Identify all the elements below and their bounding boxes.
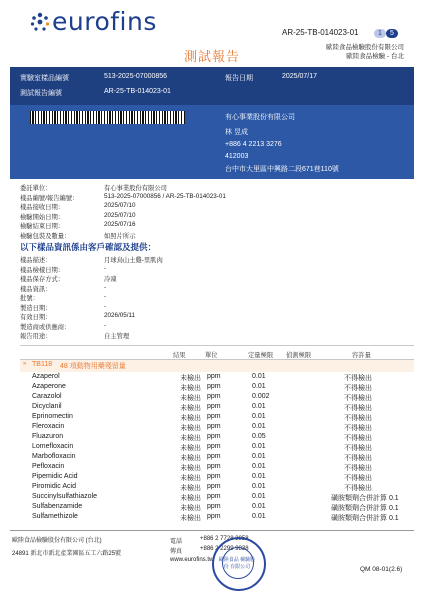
sample-value: 自主管理: [104, 333, 130, 340]
info-label: 檢驗結束日期：: [20, 223, 65, 230]
table-row: [0, 403, 424, 414]
analyte-spec: 不得檢出: [344, 425, 372, 432]
analyte-limit: 0.01: [252, 403, 266, 410]
analyte-result: 未檢出: [180, 505, 201, 512]
sample-value: -: [104, 302, 107, 310]
table-row: [0, 433, 424, 444]
sample-value: 月球烏山土雞-里肌肉: [104, 257, 163, 264]
analyte-limit: 0.01: [252, 423, 266, 430]
sample-label: 樣品保存方式：: [20, 276, 65, 283]
analyte-name: Succinylsulfathiazole: [32, 493, 97, 500]
sample-label: 報告用途：: [20, 333, 52, 340]
sample-code-label: 實驗室樣品編號: [20, 75, 69, 82]
analyte-name: Carazolol: [32, 393, 62, 400]
analyte-result: 未檢出: [180, 475, 201, 482]
page-total: 5: [386, 29, 398, 38]
table-row: [0, 493, 424, 504]
analyte-limit: 0.01: [252, 493, 266, 500]
analyte-unit: ppm: [207, 513, 221, 520]
info-label: 委託單位：: [20, 185, 52, 192]
report-title: 測試報告: [183, 49, 240, 64]
report-date: 2025/07/17: [282, 73, 318, 80]
analyte-spec: 不得檢出: [344, 485, 372, 492]
info-label: 樣品編號/報告編號：: [20, 194, 79, 202]
analyte-name: Sulfamethizole: [32, 513, 78, 520]
analyte-unit: ppm: [207, 473, 221, 480]
analyte-unit: ppm: [207, 463, 221, 470]
analyte-unit: ppm: [207, 503, 221, 510]
page-current: 1: [374, 29, 386, 38]
analyte-limit: 0.002: [252, 393, 270, 400]
analyte-name: Pipemidic Acid: [32, 473, 78, 480]
bullet-icon: »: [23, 361, 27, 367]
analyte-result: 未檢出: [180, 385, 201, 392]
info-value: 有心事業股份有限公司: [104, 185, 167, 192]
sample-label: 樣品檢樣日期：: [20, 266, 65, 274]
col-header-result: 結果: [173, 352, 186, 359]
table-row: [0, 453, 424, 464]
client-address: 台中市大里區中興路二段671巷110號: [225, 166, 339, 173]
sample-value: -: [104, 264, 107, 272]
info-value: 如照片所示: [104, 232, 136, 240]
table-row: [0, 373, 424, 384]
seal-text: 歐陸食品 檢驗股份 有限公司: [218, 557, 256, 570]
analyte-spec: 不得檢出: [344, 395, 372, 402]
footer-address: 24891 新北市新北產業園區五工六路25號: [12, 551, 122, 557]
analyte-unit: ppm: [207, 483, 221, 490]
analyte-name: Dicyclanil: [32, 403, 62, 410]
analyte-name: Azaperol: [32, 373, 60, 380]
report-code: AR-25-TB-014023-01: [104, 88, 171, 95]
client-phone: +886 4 2213 3276: [225, 141, 282, 148]
table-row: [0, 503, 424, 514]
info-value: 2025/07/10: [104, 211, 136, 219]
sample-value: -: [104, 321, 107, 329]
eurofins-logo-icon: [30, 12, 50, 32]
analyte-spec: 不得檢出: [344, 445, 372, 452]
analyte-spec: 不得檢出: [344, 405, 372, 412]
analyte-limit: 0.01: [252, 473, 266, 480]
analyte-name: Fleroxacin: [32, 423, 65, 430]
lab-branch: 歐陸食品檢驗 - 台北: [346, 53, 404, 60]
footer-company: 歐陸食品檢驗股份有限公司 (台北): [12, 538, 102, 544]
footer-fax: +886 2 2299 9838: [200, 546, 249, 552]
sample-label: 樣品描述：: [20, 257, 52, 264]
analyte-limit: 0.01: [252, 373, 266, 380]
info-value: 2025/07/16: [104, 221, 136, 228]
analyte-result: 未檢出: [180, 485, 201, 492]
table-row: [0, 423, 424, 434]
sample-value: -: [104, 283, 107, 291]
report-summary-header: [10, 67, 414, 105]
analyte-name: Pefloxacin: [32, 463, 65, 470]
sample-label: 有效日期：: [20, 314, 52, 321]
report-code-label: 測試報告編號: [20, 90, 62, 97]
col-header-unit: 單位: [205, 352, 218, 359]
info-label: 檢驗包裝及數量：: [20, 232, 71, 240]
footer-tel-label: 電話: [170, 539, 183, 545]
test-group-row: [20, 360, 414, 372]
sample-label: 樣品資訊：: [20, 285, 52, 293]
table-row: [0, 443, 424, 454]
page-badge: [374, 29, 398, 38]
analyte-unit: ppm: [207, 443, 221, 450]
footer-tel: +886 2 7728 3858: [200, 536, 249, 542]
analyte-result: 未檢出: [180, 395, 201, 402]
analyte-limit: 0.01: [252, 443, 266, 450]
analyte-name: Fluazuron: [32, 433, 64, 440]
analyte-spec: 不得檢出: [344, 415, 372, 422]
client-name: 有心事業股份有限公司: [225, 114, 295, 121]
analyte-spec: 不得檢出: [344, 455, 372, 462]
table-row: [0, 383, 424, 394]
analyte-unit: ppm: [207, 493, 221, 500]
analyte-name: Azaperone: [32, 383, 66, 390]
table-row: [0, 463, 424, 474]
analyte-name: Lomefloxacin: [32, 443, 74, 450]
lab-name: 歐陸食品檢驗股份有限公司: [326, 44, 404, 51]
analyte-limit: 0.01: [252, 413, 266, 420]
analyte-name: Piromidic Acid: [32, 483, 76, 490]
analyte-limit: 0.01: [252, 453, 266, 460]
analyte-unit: ppm: [207, 413, 221, 420]
analyte-limit: 0.05: [252, 433, 266, 440]
analyte-unit: ppm: [207, 423, 221, 430]
group-name: 48 項動物用藥殘留量: [60, 363, 126, 370]
analyte-name: Eprinomectin: [32, 413, 73, 420]
table-row: [0, 483, 424, 494]
info-value: 513-2025-07000856 / AR-25-TB-014023-01: [104, 192, 226, 200]
col-header-detect: 偵測極限: [286, 352, 312, 359]
analyte-limit: 0.01: [252, 503, 266, 510]
analyte-limit: 0.01: [252, 463, 266, 470]
table-row: [0, 513, 424, 524]
analyte-spec: 磺胺類劑合併計算 0.1: [331, 505, 399, 512]
analyte-result: 未檢出: [180, 455, 201, 462]
sample-label: 批號：: [20, 295, 39, 302]
sample-value: -: [104, 293, 107, 300]
logo-text: eurofins: [52, 7, 157, 36]
analyte-result: 未檢出: [180, 445, 201, 452]
analyte-spec: 磺胺類劑合併計算 0.1: [331, 515, 399, 522]
analyte-limit: 0.01: [252, 483, 266, 490]
info-label: 檢驗開始日期：: [20, 213, 65, 221]
footer-divider: [10, 530, 414, 531]
analyte-result: 未檢出: [180, 515, 201, 522]
header-report-number: AR-25-TB-014023-01: [282, 28, 359, 37]
analyte-result: 未檢出: [180, 375, 201, 382]
analyte-unit: ppm: [207, 393, 221, 400]
col-header-limit: 定量極限: [248, 352, 274, 359]
sample-label: 製造商或供應商：: [20, 323, 71, 331]
footer-website: www.eurofins.tw: [170, 557, 214, 563]
analyte-name: Marbofloxacin: [32, 453, 76, 460]
sample-label: 製造日期：: [20, 304, 52, 312]
client-postcode: 412003: [225, 153, 249, 160]
analyte-limit: 0.01: [252, 383, 266, 390]
info-value: 2025/07/10: [104, 202, 136, 209]
analyte-spec: 不得檢出: [344, 475, 372, 482]
table-row: [0, 413, 424, 424]
client-contact: 林 昱成: [225, 129, 248, 136]
table-divider: [20, 345, 414, 346]
analyte-spec: 不得檢出: [344, 465, 372, 472]
sample-value: 2026/05/11: [104, 312, 136, 319]
analyte-name: Sulfabenzamide: [32, 503, 83, 510]
analyte-unit: ppm: [207, 453, 221, 460]
analyte-result: 未檢出: [180, 405, 201, 412]
report-date-label: 報告日期: [225, 75, 253, 82]
col-header-spec: 容許量: [352, 352, 371, 359]
table-row: [0, 473, 424, 484]
table-row: [0, 393, 424, 404]
analyte-unit: ppm: [207, 433, 221, 440]
analyte-limit: 0.01: [252, 513, 266, 520]
footer-fax-label: 傳真: [170, 549, 183, 555]
sample-value: 冷凍: [104, 276, 117, 283]
analyte-spec: 不得檢出: [344, 375, 372, 382]
info-label: 樣品接收日期：: [20, 204, 65, 211]
analyte-spec: 不得檢出: [344, 385, 372, 392]
sample-code: 513-2025-07000856: [104, 73, 168, 80]
analyte-result: 未檢出: [180, 435, 201, 442]
analyte-result: 未檢出: [180, 465, 201, 472]
sample-info-title: 以下樣品資訊係由客戶確認及提供：: [20, 242, 157, 252]
group-code: TB118: [32, 361, 53, 368]
analyte-unit: ppm: [207, 373, 221, 380]
analyte-unit: ppm: [207, 403, 221, 410]
analyte-unit: ppm: [207, 383, 221, 390]
analyte-spec: 磺胺類劑合併計算 0.1: [331, 495, 399, 502]
results-table-body: [0, 373, 424, 523]
analyte-result: 未檢出: [180, 425, 201, 432]
barcode-image: [30, 111, 185, 124]
analyte-spec: 不得檢出: [344, 435, 372, 442]
analyte-result: 未檢出: [180, 415, 201, 422]
analyte-result: 未檢出: [180, 495, 201, 502]
doc-code: QM 08-01(2.6): [360, 566, 403, 573]
